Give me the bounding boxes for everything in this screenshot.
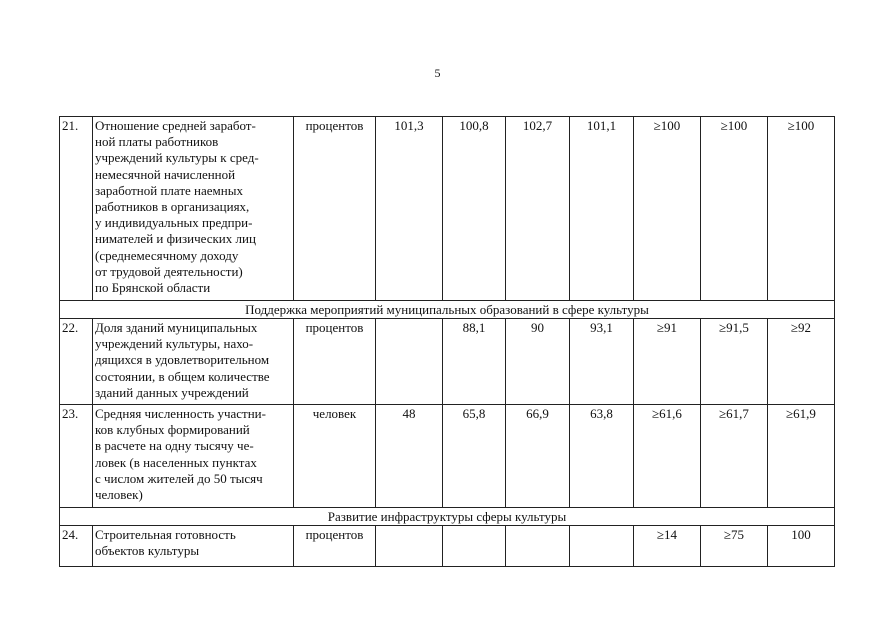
value-cell: 90 (506, 319, 570, 405)
indicator-name-line: работников в организациях, (95, 199, 250, 215)
indicator-name-line: учреждений культуры, нахо- (95, 336, 254, 352)
indicator-name-line: Средняя численность участни- (95, 406, 266, 421)
indicator-name-line: ловек (в населенных пунктах (95, 454, 257, 470)
section-row (60, 301, 835, 319)
indicator-name-line: от трудовой деятельности) (95, 263, 243, 279)
value-cell (376, 319, 443, 405)
indicator-name-line: учреждений культуры к сред- (95, 150, 259, 166)
value-cell: 101,1 (570, 117, 634, 301)
value-cell: 66,9 (506, 405, 570, 508)
value-cell: 101,3 (376, 117, 443, 301)
indicator-name-line: состоянии, в общем количестве (95, 368, 270, 384)
value-cell (376, 526, 443, 567)
value-cell: ≥92 (768, 319, 835, 405)
unit-cell: человек (294, 405, 376, 508)
value-cell: 48 (376, 405, 443, 508)
table-row (60, 117, 835, 301)
value-cell: 100,8 (443, 117, 506, 301)
indicator-name (93, 526, 294, 567)
row-number: 21. (60, 117, 93, 301)
value-cell: ≥91 (634, 319, 701, 405)
value-cell: ≥61,9 (768, 405, 835, 508)
table-body (60, 117, 835, 567)
indicator-name-line: немесячной начисленной (95, 166, 236, 182)
indicator-name-line: дящихся в удовлетворительном (95, 352, 270, 368)
indicator-name-line: Строительная готовность (95, 527, 236, 542)
indicator-name (93, 319, 294, 405)
section-row (60, 508, 835, 526)
indicator-name-line: человек) (95, 487, 143, 503)
value-cell (443, 526, 506, 567)
indicator-name-line: объектов культуры (95, 543, 200, 559)
indicator-name (93, 117, 294, 301)
row-number: 24. (60, 526, 93, 567)
value-cell: ≥100 (701, 117, 768, 301)
unit-cell: процентов (294, 526, 376, 567)
indicator-name-line: Отношение средней заработ- (95, 118, 256, 133)
table-row (60, 405, 835, 508)
value-cell: ≥61,7 (701, 405, 768, 508)
indicators-table (59, 116, 835, 567)
row-number: 23. (60, 405, 93, 508)
indicator-name-line: в расчете на одну тысячу че- (95, 438, 254, 454)
indicator-name-line: нимателей и физических лиц (95, 231, 256, 247)
value-cell: ≥100 (768, 117, 835, 301)
indicator-name-line: ной платы работников (95, 134, 219, 150)
value-cell: ≥61,6 (634, 405, 701, 508)
indicator-name-line: по Брянской области (95, 280, 211, 296)
row-number: 22. (60, 319, 93, 405)
value-cell: ≥91,5 (701, 319, 768, 405)
page-number: 5 (434, 66, 441, 80)
unit-cell: процентов (294, 319, 376, 405)
indicator-name-line: ков клубных формирований (95, 422, 250, 438)
value-cell: ≥14 (634, 526, 701, 567)
value-cell: 65,8 (443, 405, 506, 508)
section-title: Поддержка мероприятий муниципальных образований в сфере культуры (60, 301, 835, 319)
value-cell: 102,7 (506, 117, 570, 301)
table-row (60, 319, 835, 405)
indicator-name (93, 405, 294, 508)
section-title: Развитие инфраструктуры сферы культуры (60, 508, 835, 526)
indicator-name-line: заработной плате наемных (95, 182, 243, 198)
indicator-name-line: с числом жителей до 50 тысяч (95, 470, 263, 486)
indicator-name-line: (среднемесячному доходу (95, 247, 239, 263)
indicator-name-line: у индивидуальных предпри- (95, 215, 253, 231)
table-row (60, 526, 835, 567)
value-cell: 63,8 (570, 405, 634, 508)
value-cell: ≥75 (701, 526, 768, 567)
indicator-name-line: Доля зданий муниципальных (95, 320, 258, 335)
value-cell: 93,1 (570, 319, 634, 405)
indicator-name-line: зданий данных учреждений (95, 384, 249, 400)
value-cell (570, 526, 634, 567)
value-cell: 100 (768, 526, 835, 567)
value-cell (506, 526, 570, 567)
value-cell: ≥100 (634, 117, 701, 301)
unit-cell: процентов (294, 117, 376, 301)
value-cell: 88,1 (443, 319, 506, 405)
